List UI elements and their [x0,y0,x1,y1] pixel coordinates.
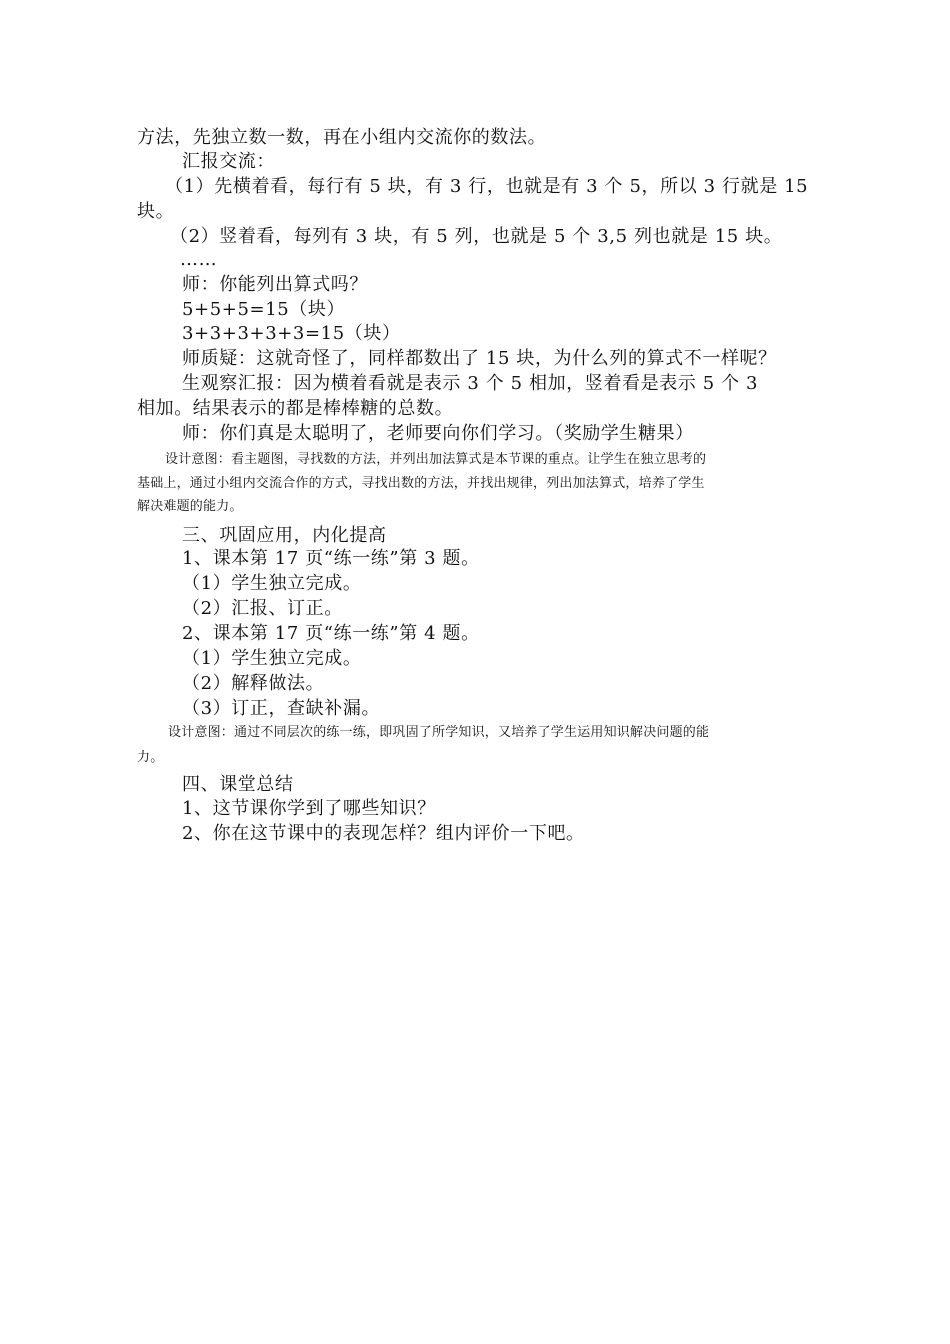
design-note-line: 设计意图：通过不同层次的练一练，即巩固了所学知识，又培养了学生运用知识解决问题的能 [168,725,710,740]
paragraph-line: （2）竖着看，每列有 3 块，有 5 列，也就是 5 个 3,5 列也就是 15 块。 [170,226,783,247]
design-note-line: 解决难题的能力。 [137,499,243,514]
list-item: 1、课本第 17 页“练一练”第 3 题。 [182,548,480,569]
paragraph-line: 相加。结果表示的都是棒棒糖的总数。 [137,398,454,419]
design-note-line: 力。 [137,750,164,765]
paragraph-line: 块。 [137,201,175,222]
design-note-line: 设计意图：看主题图，寻找数的方法，并列出加法算式是本节课的重点。让学生在独立思考的 [165,452,707,467]
list-item: 1、这节课你学到了哪些知识？ [182,798,436,819]
list-item: 2、课本第 17 页“练一练”第 4 题。 [182,623,480,644]
list-item: （2）汇报、订正。 [182,598,343,619]
section-heading: 三、巩固应用，内化提高 [182,525,387,546]
paragraph-line: 师：你能列出算式吗？ [182,274,368,295]
paragraph-line: 师：你们真是太聪明了，老师要向你们学习。（奖励学生糖果） [182,423,694,444]
paragraph-line: 汇报交流： [182,151,275,172]
design-note-line: 基础上，通过小组内交流合作的方式，寻找出数的方法，并找出规律，列出加法算式，培养了学生 [137,476,705,491]
list-item: （2）解释做法。 [182,673,325,694]
equation-line: 5+5+5=15（块） [182,299,346,320]
list-item: （1）学生独立完成。 [182,648,362,669]
equation-line: 3+3+3+3+3=15（块） [182,323,401,344]
paragraph-line: 师质疑：这就奇怪了，同样都数出了 15 块，为什么列的算式不一样呢？ [182,348,777,369]
paragraph-line: 方法，先独立数一数，再在小组内交流你的数法。 [137,127,547,148]
list-item: 2、你在这节课中的表现怎样？组内评价一下吧。 [182,823,585,844]
list-item: （3）订正，查缺补漏。 [182,698,381,719]
paragraph-line: （1）先横着看，每行有 5 块，有 3 行，也就是有 3 个 5，所以 3 行就是 15 [165,176,809,197]
list-item: （1）学生独立完成。 [182,573,362,594]
section-heading: 四、课堂总结 [182,774,294,795]
paragraph-line: 生观察汇报：因为横着看就是表示 3 个 5 相加，竖着看是表示 5 个 3 [182,373,759,394]
ellipsis-line: …… [180,249,218,270]
